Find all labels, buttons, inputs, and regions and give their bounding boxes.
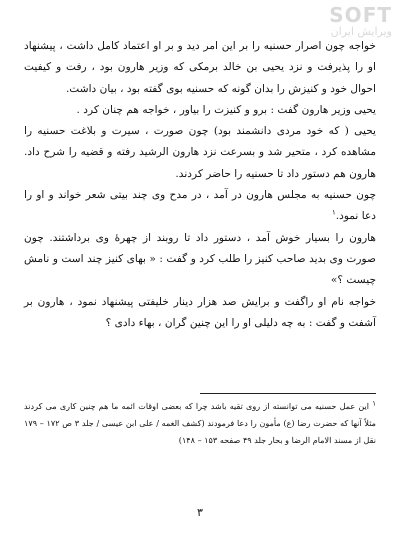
footnote-text: این عمل حسنیه می توانسته از روی تقیه باشد چرا که بعضی اوقات ائمه ما هم چنین کاری می کردند مثلاً آنها که حضرت رضا (ع) مأمون را دعا فرمودند (کشف الغمه / علی ابن عیسی / جلد ۳ ص ۱۷۲ – ۱۷۹ نقل از مسند الامام الرضا و بحار جلد ۴۹ صفحه ۱۵۳ – ۱۴۸) <box>24 401 376 445</box>
paragraph: خواجه چون اصرار حسنیه را بر این امر دید و بر او اعتماد کامل داشت ، پیشنهاد او را پذیرفت و نزد یحیی بن خالد برمکی که وزیر هارون بود ، رفت و کیفیت احوال خود و کنیزش را بدان گونه که حسنیه بوی گفته بود ، بیان داشت. <box>24 40 376 95</box>
footnote-marker: ۱ <box>372 399 376 408</box>
watermark-subtitle: ویرایش ایران <box>330 25 392 38</box>
watermark-logo-text: SOFT <box>329 3 392 27</box>
paragraph: یحیی ( که خود مردی دانشمند بود) چون صورت ، سیرت و بلاغت حسنیه را مشاهده کرد ، متحیر شد و بسرعت نزد هارون الرشید رفته و قضیه را شرح داد. هارون هم دستور داد تا حسنیه را حاضر کردند. <box>24 125 376 180</box>
footnote-reference[interactable]: ۱ <box>331 208 336 217</box>
watermark <box>329 4 392 38</box>
paragraph <box>24 185 376 228</box>
paragraph: خواجه نام او راگفت و برایش صد هزار دینار خلیفتی پیشنهاد نمود ، هارون بر آشفت و گفت : به چه دلیلی او را این چنین گران ، بهاء دادی ؟ <box>24 295 376 329</box>
paragraph-text: چون حسنیه به مجلس هارون در آمد ، در مدح وی چند بیتی شعر خواند و او را دعا نمود. <box>24 189 376 223</box>
paragraph: یحیی وزیر هارون گفت : برو و کنیزت را بیاور ، خواجه هم چنان کرد . <box>76 103 376 116</box>
paragraph: هارون را بسیار خوش آمد ، دستور داد تا روبند از چهرهٔ وی برداشتند. چون صورت وی بدید صاحب کنیز را طلب کرد و گفت : « بهای کنیز چند است و نامش چیست ؟» <box>24 231 376 287</box>
footnote <box>24 398 376 449</box>
footnote-separator <box>200 393 376 394</box>
footnote-text-block <box>24 398 376 449</box>
main-text <box>24 36 376 334</box>
page-number: ۳ <box>197 506 203 519</box>
